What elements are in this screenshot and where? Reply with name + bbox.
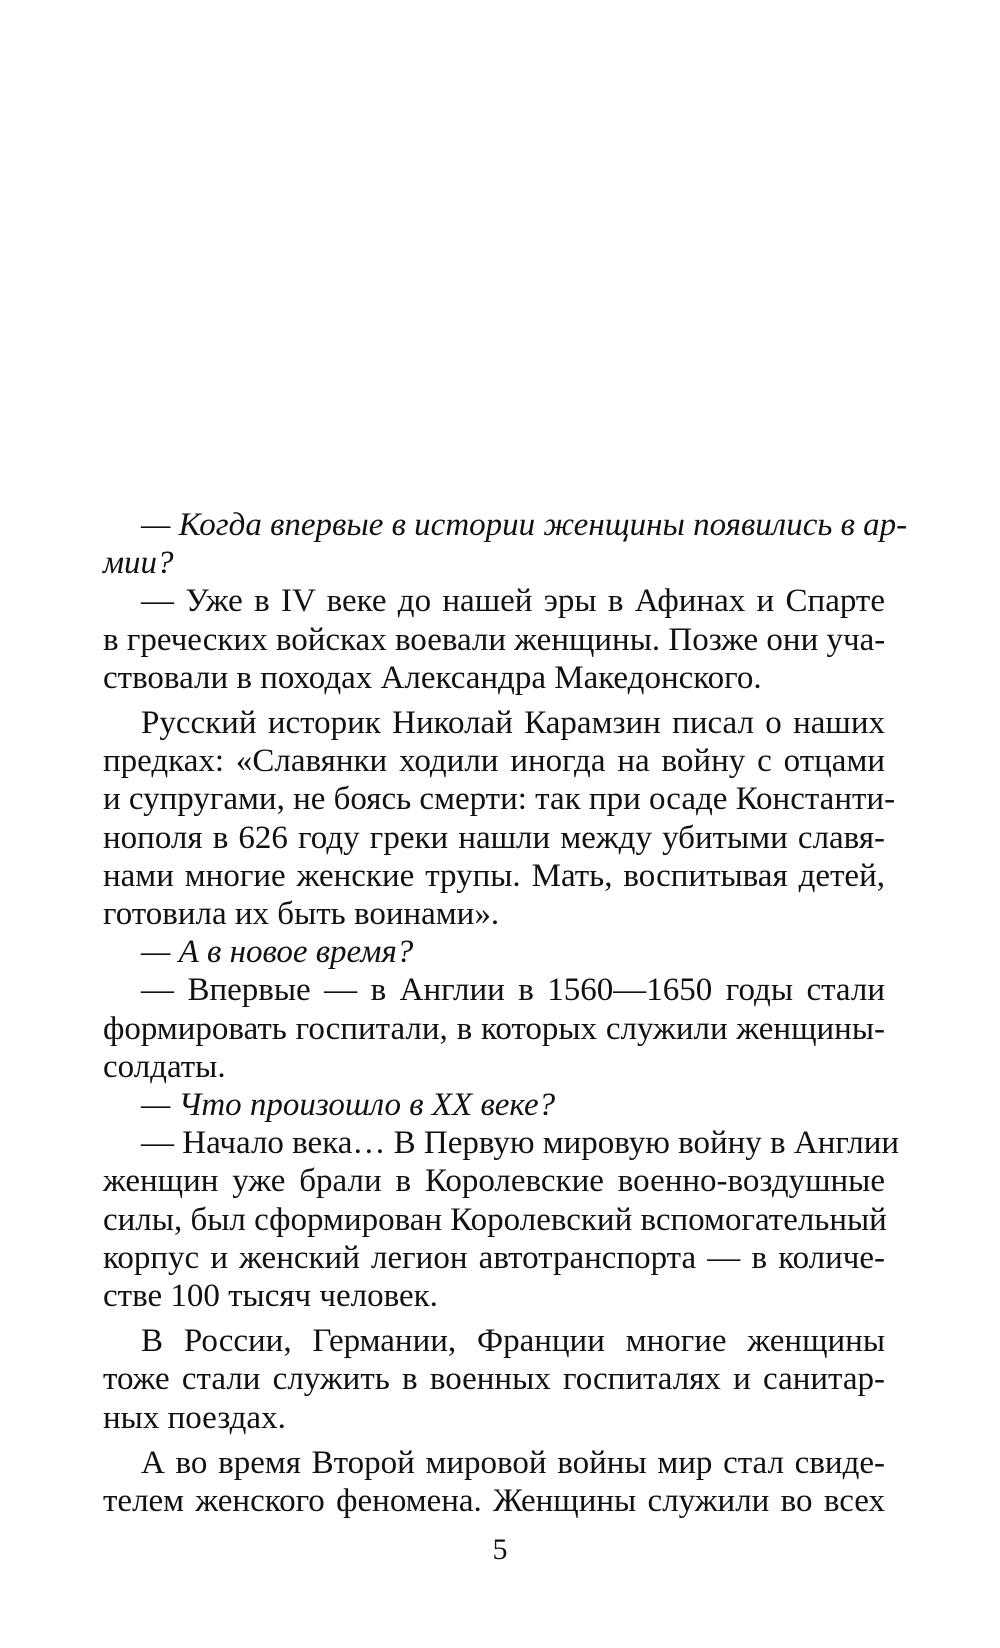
text-line: мии? [103,545,174,582]
text-line: женщин уже брали в Королевские военно-воздушные [103,1163,885,1200]
interview-answer [103,582,885,697]
text-line: — Начало века… В Первую мировую войну в Англии [141,1125,900,1162]
main-text [103,506,908,1520]
interview-answer [103,1124,900,1315]
text-line: готовила их быть воинами». [103,896,500,933]
body-paragraph [103,704,896,933]
text-line: силы, был сформирован Королевский вспомогательный [103,1201,887,1238]
text-line: телем женского феномена. Женщины служили во всех [103,1483,885,1520]
text-line: стве 100 тысяч человек. [103,1278,438,1315]
text-line: — Когда впервые в истории женщины появились в ар- [141,507,908,543]
text-line: В России, Германии, Франции многие женщины [141,1323,885,1360]
text-line: ствовали в походах Александра Македонского. [103,659,762,696]
interview-answer [103,971,885,1086]
text-line: — Впервые — в Англии в 1560—1650 годы стали [141,972,885,1009]
text-line: — Уже в IV веке до нашей эры в Афинах и Спарте [141,583,885,620]
page-number: 5 [492,1533,508,1566]
body-paragraph [103,1322,885,1437]
text-line: тоже стали служить в военных госпиталях и санитар- [103,1361,885,1398]
text-line: и супругами, не боясь смерти: так при осаде Константи- [103,781,896,818]
text-line: А во время Второй мировой войны мир стал свиде- [141,1444,885,1481]
interview-question [103,1086,885,1124]
text-line: нами многие женские трупы. Мать, воспитывая детей, [103,857,885,894]
text-line: корпус и женский легион автотранспорта — в количе- [103,1239,885,1276]
text-line: — Что произошло в XX веке? [141,1087,556,1124]
text-line: нополя в 626 году греки нашли между убитыми славя- [103,819,885,856]
interview-question [103,506,908,582]
interview-question [103,933,885,971]
text-line: солдаты. [103,1048,226,1085]
body-paragraph [103,1444,885,1520]
text-line: ных поездах. [103,1399,286,1436]
text-line: формировать госпитали, в которых служили женщины- [103,1010,885,1047]
text-line: в греческих войсках воевали женщины. Позже они уча- [103,621,886,658]
text-line: — А в новое время? [141,934,414,971]
text-line: предках: «Славянки ходили иногда на войну с отцами [103,743,885,780]
text-line: Русский историк Николай Карамзин писал о наших [141,705,885,742]
